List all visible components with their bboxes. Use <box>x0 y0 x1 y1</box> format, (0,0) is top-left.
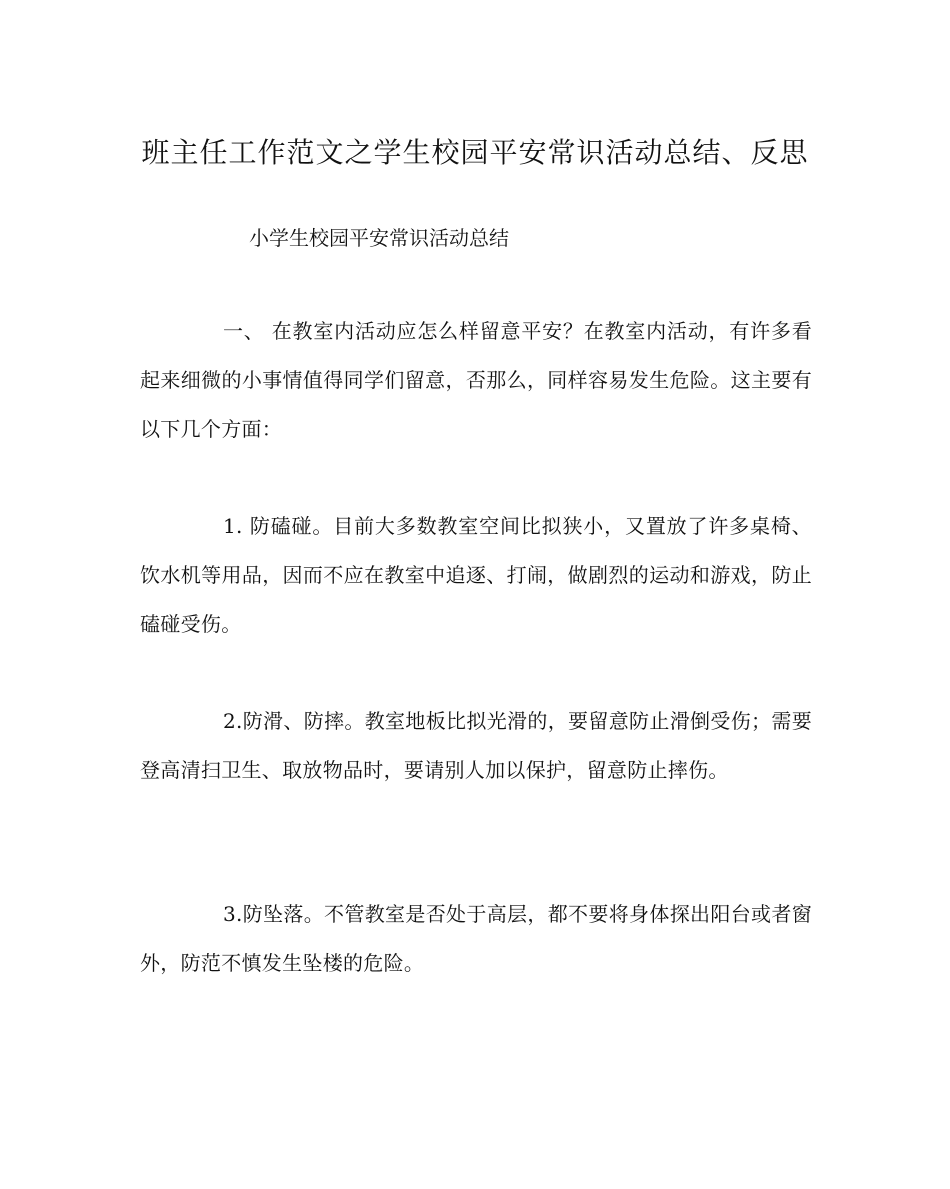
paragraph-item-2: 2.防滑、防摔。教室地板比拟光滑的，要留意防止滑倒受伤；需要登高清扫卫生、取放物品时，要请别人加以保护，留意防止摔伤。 <box>140 709 812 782</box>
paragraph-intro: 一、 在教室内活动应怎么样留意平安？在教室内活动，有许多看起来细微的小事情值得同学们留意，否那么，同样容易发生危险。这主要有以下几个方面： <box>140 319 812 441</box>
paragraph-item-3: 3.防坠落。不管教室是否处于高层，都不要将身体探出阳台或者窗外，防范不慎发生坠楼的危险。 <box>140 902 812 975</box>
paragraph-item-1: 1. 防磕碰。目前大多数教室空间比拟狭小，又置放了许多桌椅、饮水机等用品，因而不应在教室中追逐、打闹，做剧烈的运动和游戏，防止磕碰受伤。 <box>140 514 812 636</box>
section-subtitle: 小学生校园平安常识活动总结 <box>249 226 509 250</box>
page-title: 班主任工作范文之学生校园平安常识活动总结、反思 <box>141 136 809 169</box>
